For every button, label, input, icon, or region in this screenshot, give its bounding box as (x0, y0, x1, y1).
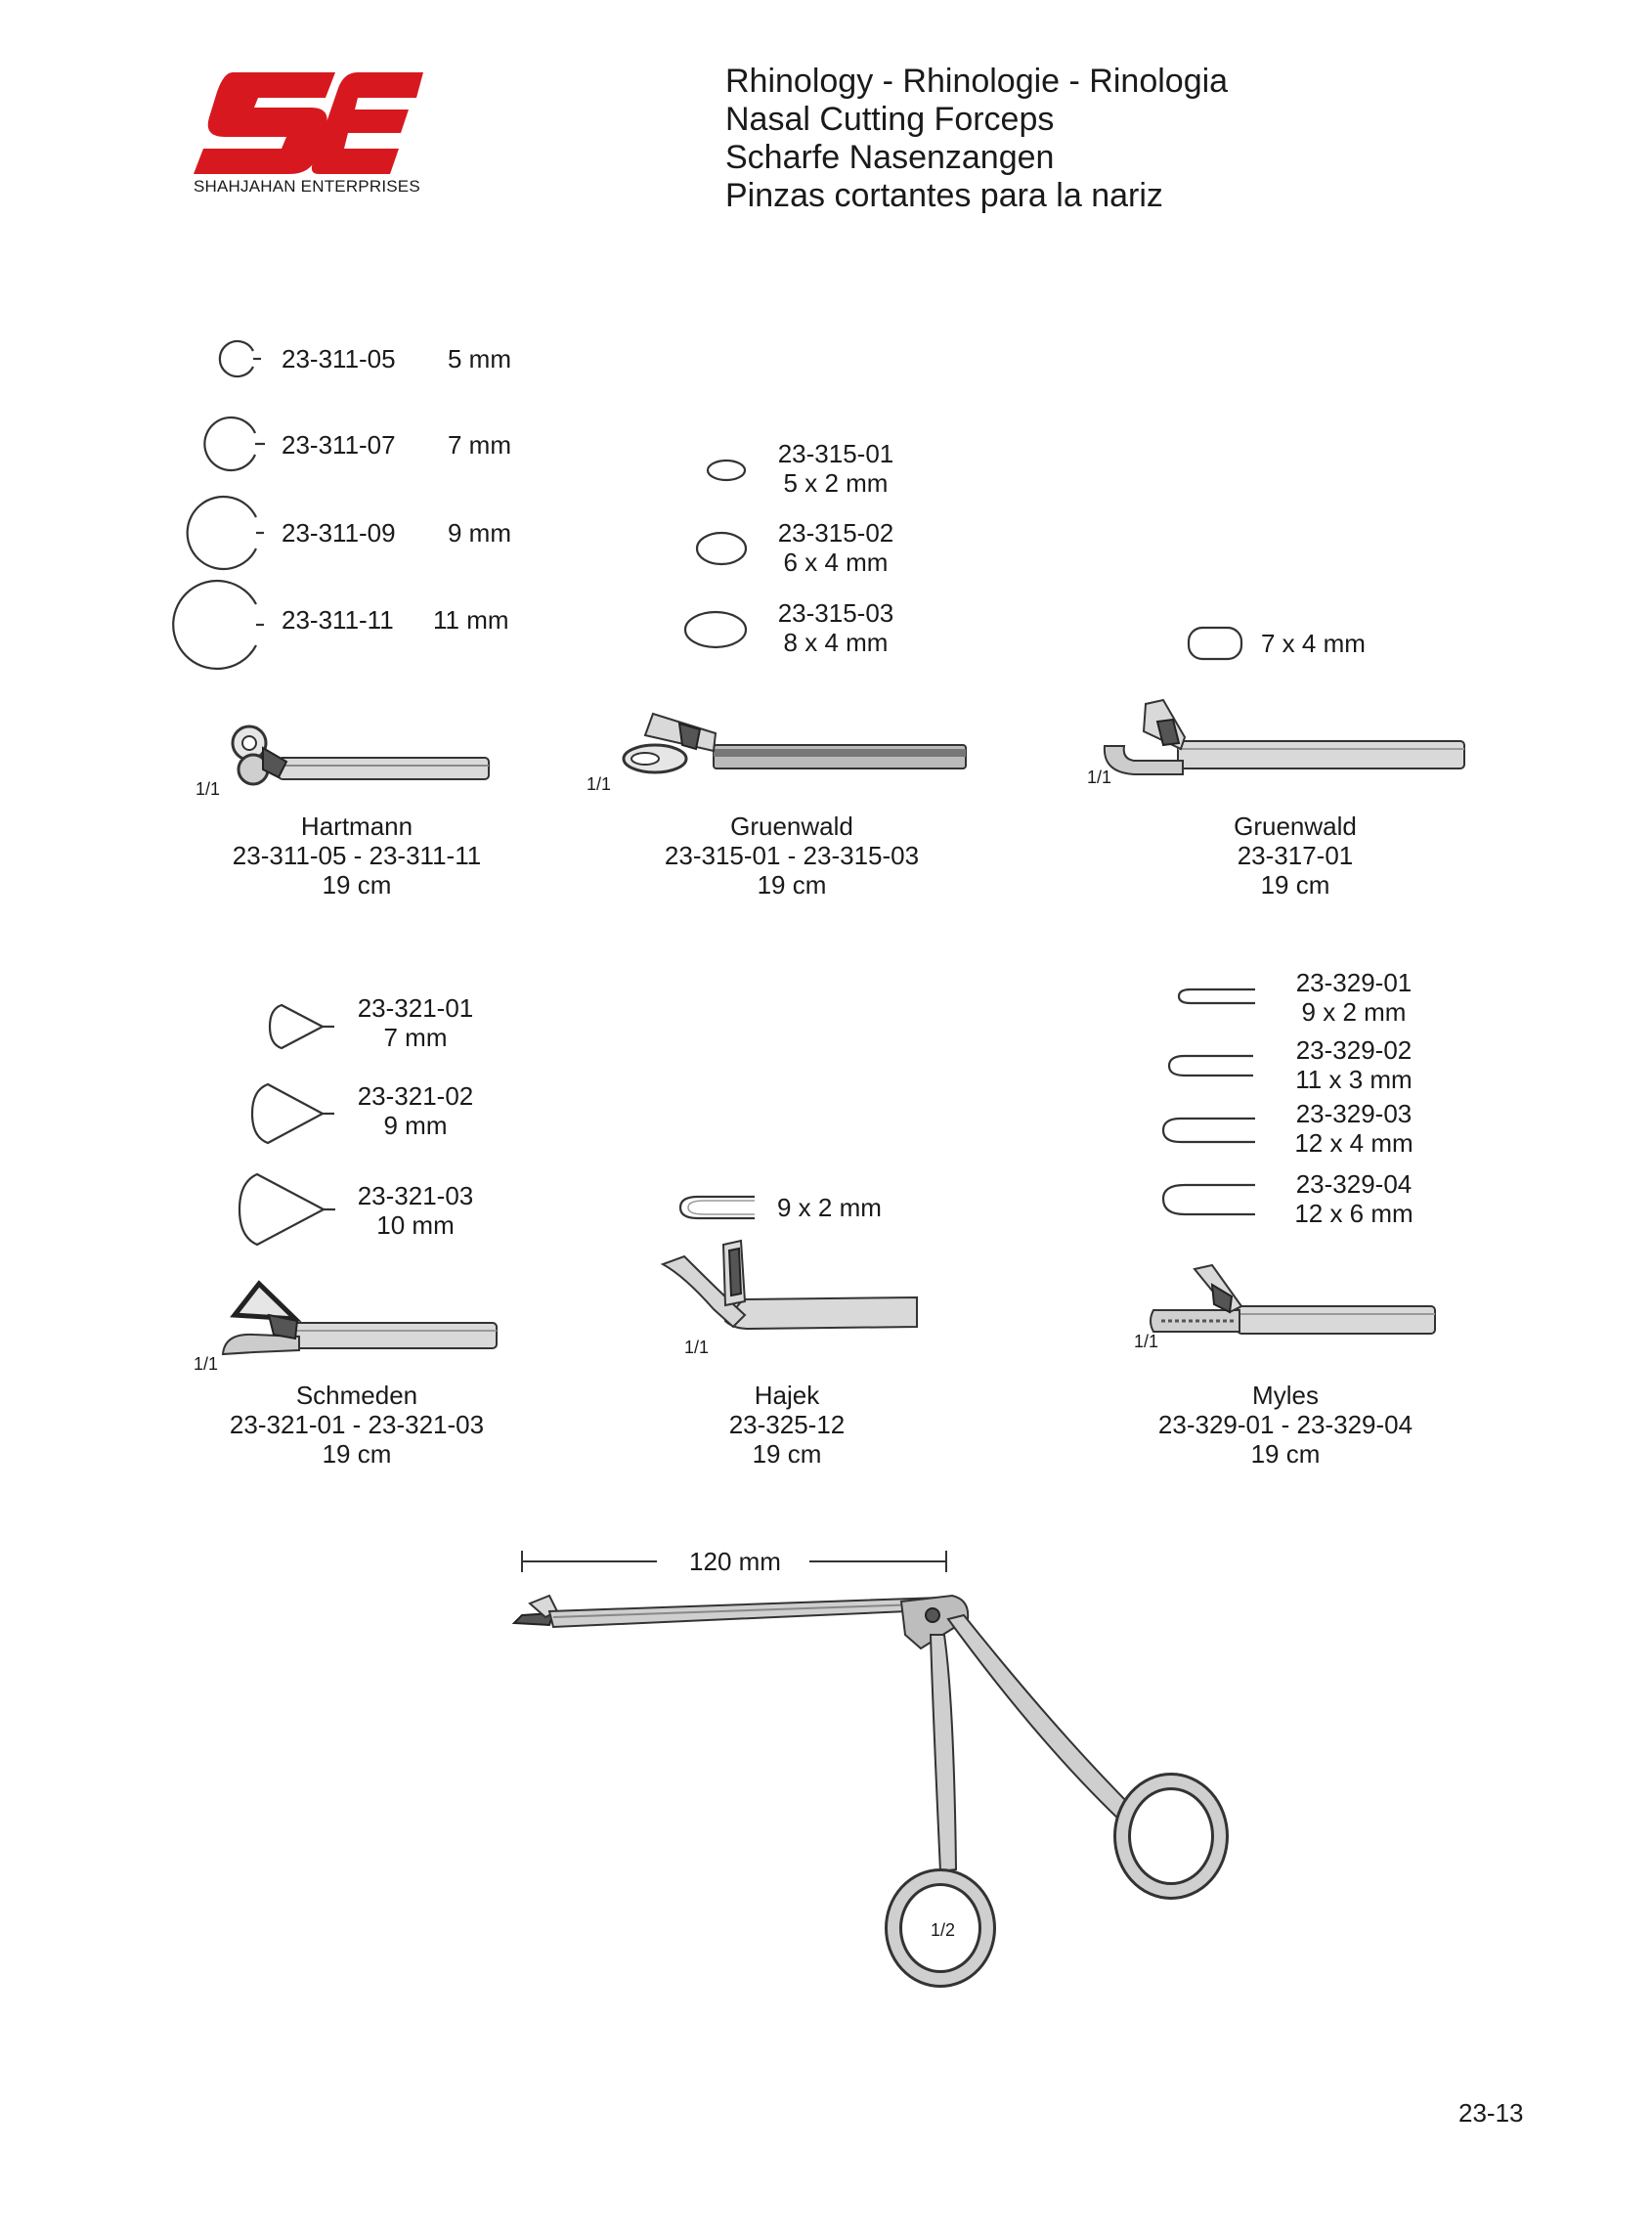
schmeden-scale: 1/1 (194, 1354, 219, 1374)
myles-name: Myles (1252, 1381, 1319, 1410)
myles-range: 23-329-01 - 23-329-04 (1157, 1410, 1413, 1439)
myles-size-3: 12 x 4 mm (1294, 1128, 1413, 1158)
myles-length: 19 cm (1250, 1439, 1321, 1469)
jaw-triangle-9mm-icon (244, 1078, 342, 1152)
schmeden-forceps-tip-icon (215, 1276, 499, 1369)
myles-scale: 1/1 (1134, 1332, 1159, 1351)
jaw-rounded-rect-7x4-icon (1183, 622, 1251, 665)
hartmann-code-4: 23-311-11 (282, 605, 394, 635)
myles-code-3: 23-329-03 (1295, 1099, 1413, 1128)
full-instrument-scale: 1/2 (931, 1920, 956, 1940)
schmeden-name: Schmeden (295, 1381, 418, 1410)
hartmann-size-2: 7 mm (448, 430, 511, 460)
jaw-circle-5mm-icon (210, 329, 269, 388)
jaw-slot-12x6-icon (1157, 1179, 1265, 1224)
header-title-line3: Scharfe Nasenzangen (725, 139, 1055, 176)
myles-code-1: 23-329-01 (1295, 968, 1413, 997)
hartmann-range: 23-311-05 - 23-311-11 (232, 841, 482, 870)
company-name: SHAHJAHAN ENTERPRISES (194, 177, 420, 196)
hajek-range: 23-325-12 (728, 1410, 846, 1439)
hartmann-size-3: 9 mm (448, 518, 511, 548)
header-title-line1: Rhinology - Rhinologie - Rinologia (725, 63, 1229, 100)
hajek-size: 9 x 2 mm (777, 1193, 882, 1222)
myles-forceps-tip-icon (1144, 1261, 1437, 1354)
hajek-length: 19 cm (752, 1439, 822, 1469)
myles-size-4: 12 x 6 mm (1294, 1199, 1413, 1228)
hartmann-name: Hartmann (300, 812, 413, 841)
full-forceps-icon (510, 1576, 1234, 1967)
jaw-oval-6x4-icon (692, 529, 751, 568)
gruenwald1-size-3: 8 x 4 mm (783, 628, 889, 657)
gruenwald1-scale: 1/1 (587, 774, 612, 794)
gruenwald2-scale: 1/1 (1087, 768, 1112, 787)
gruenwald2-size: 7 x 4 mm (1261, 629, 1366, 658)
schmeden-code-3: 23-321-03 (357, 1181, 474, 1210)
schmeden-code-1: 23-321-01 (357, 993, 474, 1023)
jaw-oval-8x4-icon (681, 608, 750, 651)
jaw-triangle-10mm-icon (230, 1168, 347, 1256)
schmeden-size-3: 10 mm (376, 1210, 455, 1240)
myles-code-4: 23-329-04 (1295, 1169, 1413, 1199)
schmeden-length: 19 cm (322, 1439, 392, 1469)
gruenwald1-size-2: 6 x 4 mm (783, 548, 889, 577)
gruenwald1-code-1: 23-315-01 (777, 439, 894, 468)
jaw-triangle-7mm-icon (262, 999, 340, 1058)
gruenwald-forceps-tip-icon (606, 706, 968, 784)
page-number: 23-13 (1458, 2098, 1524, 2128)
jaw-slot-9x2-icon (1173, 984, 1261, 1013)
gruenwald1-length: 19 cm (757, 870, 827, 900)
dimension-label: 120 mm (689, 1547, 781, 1576)
myles-size-1: 9 x 2 mm (1301, 997, 1407, 1027)
header-title-line4: Pinzas cortantes para la nariz (725, 177, 1163, 214)
hartmann-code-3: 23-311-09 (282, 518, 396, 548)
hartmann-length: 19 cm (322, 870, 392, 900)
jaw-circle-11mm-icon (166, 575, 274, 682)
hartmann-code-2: 23-311-07 (282, 430, 396, 460)
jaw-slot-12x4-icon (1157, 1113, 1265, 1152)
hartmann-size-1: 5 mm (448, 344, 511, 373)
gruenwald2-length: 19 cm (1260, 870, 1330, 900)
hartmann-scale: 1/1 (196, 779, 221, 799)
gruenwald1-name: Gruenwald (730, 812, 853, 841)
jaw-circle-7mm-icon (198, 411, 267, 479)
schmeden-code-2: 23-321-02 (357, 1081, 474, 1111)
myles-code-2: 23-329-02 (1295, 1035, 1413, 1065)
jaw-elongated-9x2-icon (674, 1191, 762, 1224)
hartmann-forceps-tip-icon (220, 719, 494, 797)
hajek-scale: 1/1 (684, 1338, 710, 1357)
gruenwald-angled-forceps-tip-icon (1095, 692, 1466, 780)
header-title-line2: Nasal Cutting Forceps (725, 101, 1055, 138)
gruenwald1-code-3: 23-315-03 (777, 598, 894, 628)
myles-size-2: 11 x 3 mm (1295, 1065, 1413, 1094)
hartmann-size-4: 11 mm (433, 605, 509, 635)
jaw-circle-9mm-icon (182, 491, 270, 579)
jaw-oval-5x2-icon (702, 456, 751, 485)
schmeden-size-2: 9 mm (383, 1111, 448, 1140)
jaw-slot-11x3-icon (1163, 1050, 1261, 1085)
hajek-name: Hajek (754, 1381, 820, 1410)
hajek-forceps-tip-icon (655, 1237, 919, 1344)
gruenwald1-size-1: 5 x 2 mm (783, 468, 889, 498)
schmeden-size-1: 7 mm (383, 1023, 448, 1052)
se-logo-mark (194, 70, 428, 178)
gruenwald1-range: 23-315-01 - 23-315-03 (664, 841, 920, 870)
gruenwald2-name: Gruenwald (1234, 812, 1357, 841)
gruenwald1-code-2: 23-315-02 (777, 518, 894, 548)
schmeden-range: 23-321-01 - 23-321-03 (229, 1410, 485, 1439)
gruenwald2-range: 23-317-01 (1237, 841, 1354, 870)
hartmann-code-1: 23-311-05 (282, 344, 396, 373)
